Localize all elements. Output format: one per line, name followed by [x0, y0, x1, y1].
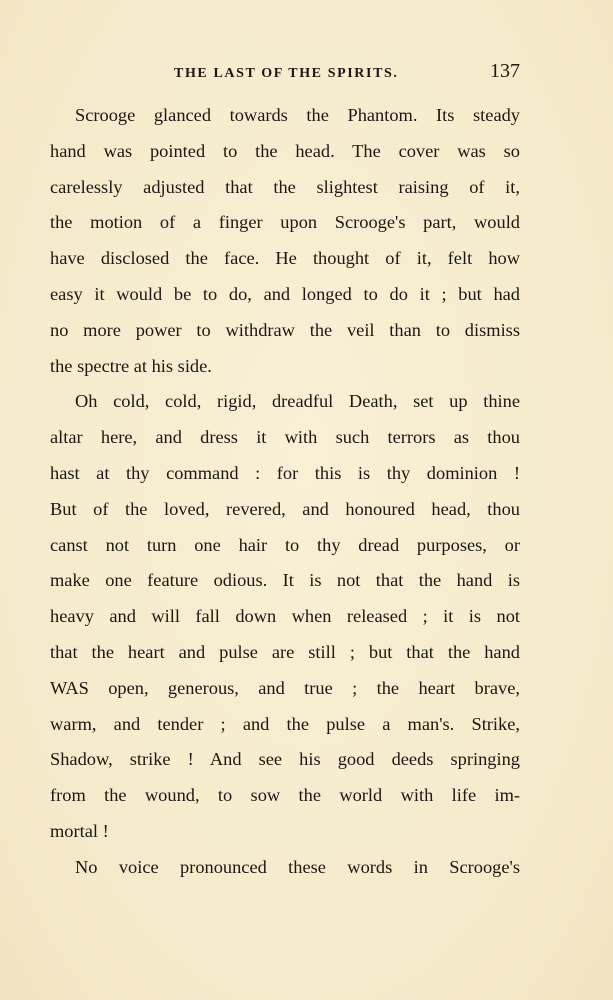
text-line: No voice pronounced these words in Scrooge's: [75, 856, 520, 877]
text-line: heavy and will fall down when released ; it is not: [50, 606, 520, 627]
text-line: make one feature odious. It is not that the hand is: [50, 570, 520, 591]
text-line: Shadow, strike ! And see his good deeds springing: [50, 749, 520, 770]
text-line: from the wound, to sow the world with life im-: [50, 785, 520, 806]
text-line: WAS open, generous, and true ; the heart brave,: [50, 677, 520, 698]
text-line: hand was pointed to the head. The cover was so: [50, 140, 520, 161]
running-title: THE LAST OF THE SPIRITS.: [174, 66, 399, 81]
text-line: altar here, and dress it with such terrors as thou: [50, 427, 520, 448]
running-head: [50, 58, 520, 88]
body-text: [50, 98, 520, 886]
text-line: Scrooge glanced towards the Phantom. Its steady: [75, 105, 520, 125]
text-line: Oh cold, cold, rigid, dreadful Death, set up thine: [75, 391, 520, 412]
text-line: hast at thy command : for this is thy dominion !: [50, 462, 520, 483]
text-line: mortal !: [50, 820, 109, 841]
text-line: no more power to withdraw the veil than to dismiss: [50, 319, 520, 340]
page-number: 137: [490, 60, 520, 82]
text-line: carelessly adjusted that the slightest raising of it,: [50, 176, 520, 197]
text-line: the spectre at his side.: [50, 355, 212, 376]
text-line: easy it would be to do, and longed to do it ; but had: [50, 283, 520, 304]
text-line: that the heart and pulse are still ; but that the hand: [50, 641, 520, 662]
text-line: warm, and tender ; and the pulse a man's. Strike,: [50, 713, 520, 734]
text-line: But of the loved, revered, and honoured head, thou: [50, 498, 520, 519]
text-line: canst not turn one hair to thy dread purposes, or: [50, 534, 520, 555]
text-line: have disclosed the face. He thought of it, felt how: [50, 248, 520, 269]
text-line: the motion of a finger upon Scrooge's part, would: [50, 212, 520, 233]
